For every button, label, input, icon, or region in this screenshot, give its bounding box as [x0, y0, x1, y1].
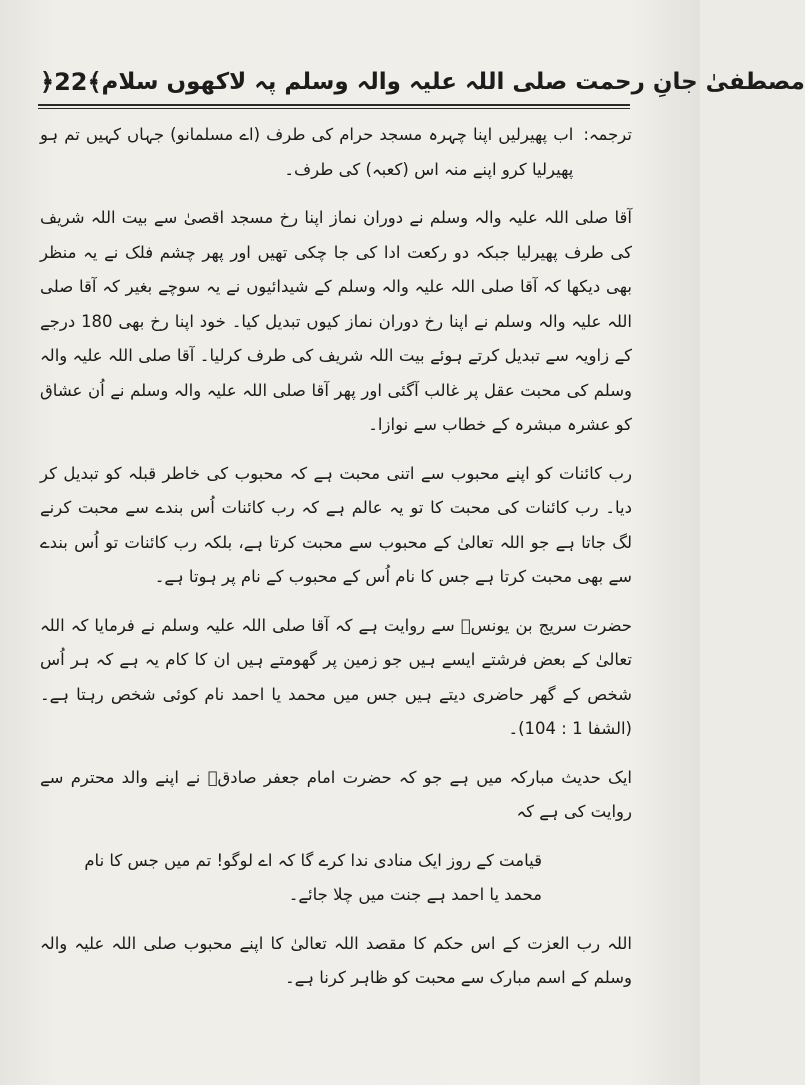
- header-rule-thin: [38, 108, 630, 109]
- paragraph-4: ایک حدیث مبارکہ میں ہے جو کہ حضرت امام جعفر صادقؒ نے اپنے والد محترم سے روایت کی ہے کہ: [40, 767, 632, 821]
- translation-block: [40, 118, 632, 187]
- translation-text: اب پھیرلیں اپنا چہرہ مسجد حرام کی طرف (اے مسلمانو) جہاں کہیں تم ہو پھیرلیا کرو اپنے منہ اس (کعبہ) کی طرف۔: [40, 125, 574, 179]
- translation-label: ترجمہ:: [583, 125, 632, 144]
- paragraph-2: رب کائنات کو اپنے محبوب سے اتنی محبت ہے کہ محبوب کی خاطر قبلہ کو تبدیل کر دیا۔ رب کائنات کی محبت کا تو یہ عالم ہے کہ رب کائنات اُس بندے سے محبت کرنے لگ جاتا ہے جو اللہ تعالیٰ کے محبوب سے محبت کرتا ہے، بلکہ رب کائنات تو اُس بندے سے بھی محبت کرتا ہے جس کا نام اُس کے محبوب کے نام پر ہوتا ہے۔: [40, 463, 632, 586]
- paragraph-3: حضرت سریج بن یونسؒ سے روایت ہے کہ آقا صلی اللہ علیہ وسلم نے فرمایا کہ اللہ تعالیٰ کے بعض فرشتے ایسے ہیں جو زمین پر گھومتے ہیں ان کا کام یہ ہے کہ ہر اُس شخص کے گھر حاضری دیتے ہیں جس میں محمد یا احمد نام کوئی شخص رہتا ہے۔ (الشفا 1 : 104)۔: [40, 615, 632, 738]
- page-header: [40, 62, 805, 102]
- running-title: مصطفیٰ جانِ رحمت صلی اللہ علیہ والہ وسلم پہ لاکھوں سلام: [101, 69, 805, 95]
- hadith-quote: قیامت کے روز ایک منادی ندا کرے گا کہ اے لوگو! تم میں جس کا نام محمد یا احمد ہے جنت میں چلا جائے۔: [84, 850, 542, 904]
- header-rule: [38, 104, 630, 106]
- closing-paragraph: اللہ رب العزت کے اس حکم کا مقصد اللہ تعالیٰ کا اپنے محبوب صلی اللہ علیہ والہ وسلم کے اسم مبارک سے محبت کو ظاہر کرنا ہے۔: [40, 933, 632, 987]
- page-number: ﴿22﴾: [40, 68, 102, 96]
- paragraph-1: آقا صلی اللہ علیہ والہ وسلم نے دوران نماز اپنا رخ مسجد اقصیٰ سے بیت اللہ شریف کی طرف پھیرلیا جبکہ دو رکعت ادا کی جا چکی تھیں اور پھر چشم فلک نے یہ منظر بھی دیکھا کہ آقا صلی اللہ علیہ والہ وسلم کے شیدائیوں نے یہ سوچے بغیر کہ آقا صلی اللہ علیہ والہ وسلم نے اپنا رخ دوران نماز کیوں تبدیل کیا۔ خود اپنا رخ بھی 180 درجے کے زاویہ سے تبدیل کرتے ہوئے بیت اللہ شریف کی طرف کرلیا۔ آقا صلی اللہ علیہ والہ وسلم کی محبت عقل پر غالب آگئی اور پھر آقا صلی اللہ علیہ والہ وسلم نے اُن عشاق کو عشرہ مبشرہ کے خطاب سے نوازا۔: [40, 208, 632, 434]
- page-body: [40, 118, 632, 1010]
